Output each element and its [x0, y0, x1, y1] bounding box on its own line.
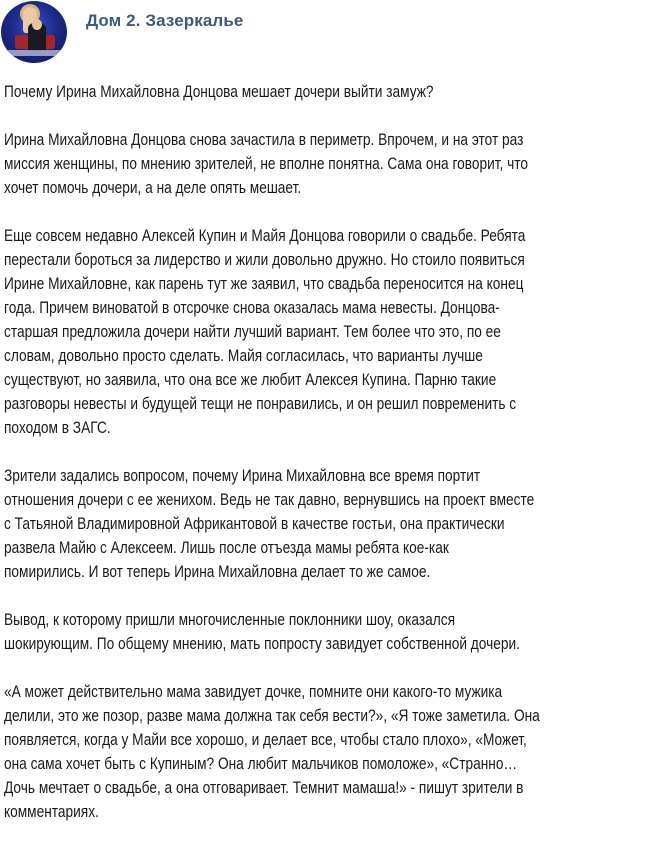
article-paragraph-4 — [4, 608, 670, 656]
text-line: появляется, когда у Майи все хорошо, и делает все, чтобы стало плохо», «Может, — [4, 731, 527, 749]
text-line: Зрители задались вопросом, почему Ирина Михайловна все время портит — [4, 467, 481, 485]
text-line: «А может действительно мама завидует дочке, помните они какого-то мужика — [4, 683, 503, 701]
text-line: помирились. И вот теперь Ирина Михайловна делает то же самое. — [4, 563, 431, 581]
community-title-link[interactable]: Дом 2. Зазеркалье — [86, 11, 244, 30]
text-line: Ирине Михайловне, как парень тут же заявил, что свадьба переносится на конец — [4, 275, 524, 293]
text-line: отношения дочери с ее женихом. Ведь не так давно, вернувшись на проект вместе — [4, 491, 535, 509]
text-line: шокирующим. По общему мнению, мать попросту завидует собственной дочери. — [4, 635, 520, 653]
text-line: разговоры невесты и будущей тещи не понравились, и он решил повременить с — [4, 395, 517, 413]
text-line: словам, довольно просто сделать. Майя согласилась, что варианты лучше — [4, 347, 483, 365]
text-line: существуют, но заявила, что она все же любит Алексея Купина. Парню такие — [4, 371, 497, 389]
text-line: Вывод, к которому пришли многочисленные поклонники шоу, оказался — [4, 611, 456, 629]
text-line: Еще совсем недавно Алексей Купин и Майя Донцова говорили о свадьбе. Ребята — [4, 227, 526, 245]
text-line: миссия женщины, по мнению зрителей, не вполне понятна. Сама она говорит, что — [4, 155, 529, 173]
avatar-figure-face — [32, 19, 42, 30]
article-paragraph-quotes — [4, 680, 670, 824]
text-line: старшая предложила дочери найти лучший вариант. Тем более что это, по ее — [4, 323, 501, 341]
article-paragraph-3 — [4, 464, 670, 584]
text-line: развела Майю с Алексеем. Лишь после отъезда мамы ребята кое-как — [4, 539, 449, 557]
article-heading-paragraph — [4, 80, 670, 104]
article-paragraph-1 — [4, 128, 670, 200]
text-line: делили, это же позор, разве мама должна так себя вести?», «Я тоже заметила. Она — [4, 707, 540, 725]
post-header — [0, 0, 670, 66]
article-paragraph-2 — [4, 224, 670, 440]
text-line: походом в ЗАГС. — [4, 419, 111, 437]
text-line: с Татьяной Владимировной Африкантовой в качестве гостьи, она практически — [4, 515, 505, 533]
text-line: комментариях. — [4, 803, 99, 821]
text-line: хочет помочь дочери, а на деле опять мешает. — [4, 179, 302, 197]
community-avatar[interactable] — [1, 1, 67, 63]
avatar-caption — [7, 50, 63, 56]
text-line: Ирина Михайловна Донцова снова зачастила в периметр. Впрочем, и на этот раз — [4, 131, 524, 149]
text-line: Дочь мечтает о свадьбе, а она отговаривает. Темнит мамаша!» - пишут зрители в — [4, 779, 524, 797]
text-line: перестали бороться за лидерство и жили довольно дружно. Но стоило появиться — [4, 251, 525, 269]
text-line: Почему Ирина Михайловна Донцова мешает дочери выйти замуж? — [4, 83, 434, 101]
text-line: года. Причем виноватой в отсрочке снова оказалась мама невесты. Донцова- — [4, 299, 500, 317]
article-body — [4, 80, 670, 848]
text-line: она сама хочет быть с Купиным? Она любит мальчиков помоложе», «Странно… — [4, 755, 518, 773]
